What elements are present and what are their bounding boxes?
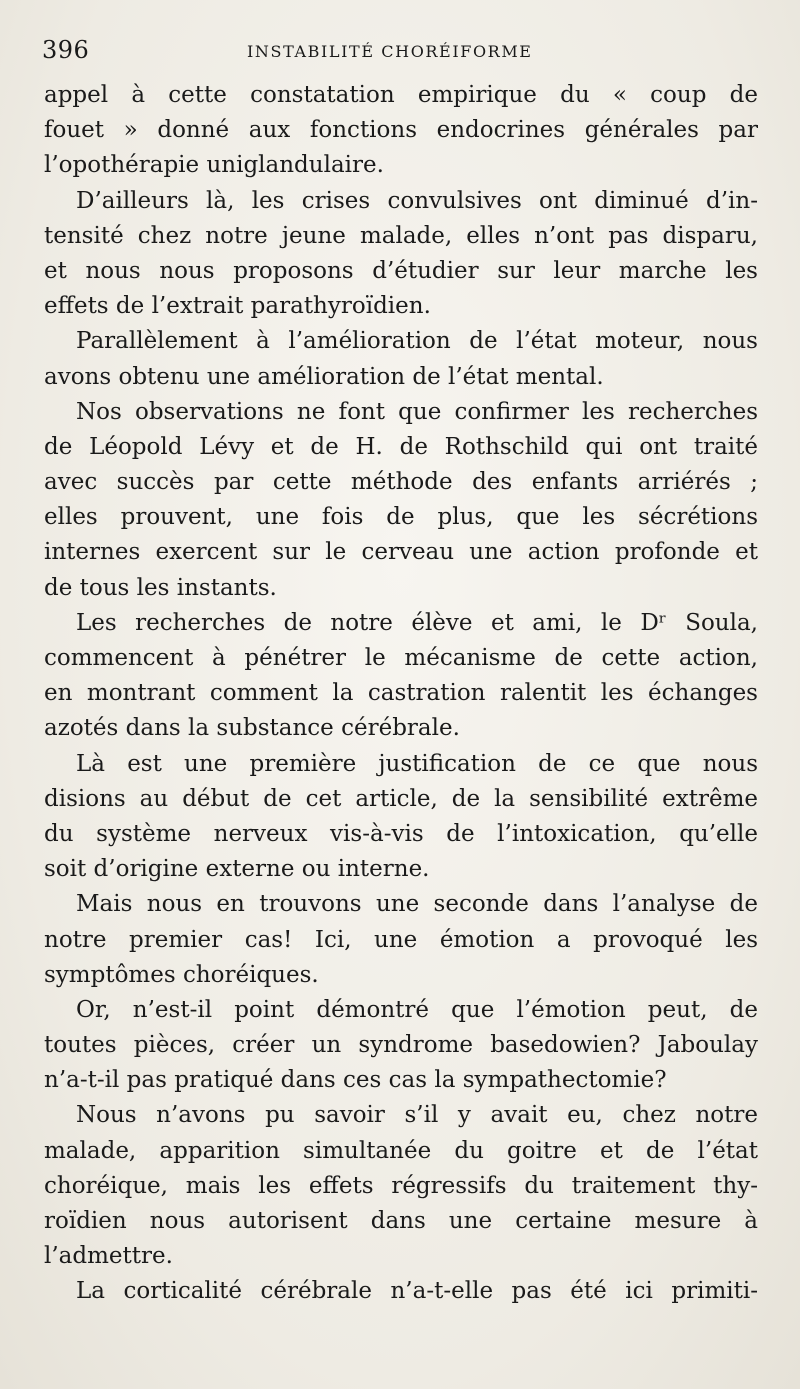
text-line: notre premier cas! Ici, une émotion a provoqué les [44, 926, 758, 953]
body-text [44, 78, 758, 1310]
text-line: effets de l’extrait parathyroïdien. [44, 293, 431, 320]
text-line: azotés dans la substance cérébrale. [44, 715, 460, 742]
text-line: Or, n’est-il point démontré que l’émotion peut, de [76, 996, 758, 1023]
text-line: l’admettre. [44, 1243, 173, 1270]
text-line: toutes pièces, créer un syndrome basedowien? Jaboulay [44, 1032, 758, 1059]
text-line: disions au début de cet article, de la sensibilité extrême [44, 785, 758, 812]
text-line: La corticalité cérébrale n’a-t-elle pas été ici primiti- [76, 1278, 758, 1305]
text-line: n’a-t-il pas pratiqué dans ces cas la sympathectomie? [44, 1067, 667, 1094]
text-line: Parallèlement à l’amélioration de l’état moteur, nous [76, 328, 758, 355]
text-line: avons obtenu une amélioration de l’état mental. [44, 363, 604, 390]
text-line: malade, apparition simultanée du goitre et de l’état [44, 1137, 758, 1164]
text-line: Là est une première justification de ce que nous [76, 750, 758, 777]
text-line: Nous n’avons pu savoir s’il y avait eu, chez notre [76, 1102, 758, 1129]
page-number: 396 [42, 36, 90, 64]
text-line: de tous les instants. [44, 574, 277, 601]
text-line: et nous nous proposons d’étudier sur leur marche les [44, 257, 758, 284]
text-line: appel à cette constatation empirique du « coup de [44, 82, 758, 108]
text-line: du système nerveux vis-à-vis de l’intoxication, qu’elle [44, 820, 758, 847]
text-line: avec succès par cette méthode des enfants arriérés ; [44, 469, 758, 496]
text-line: commencent à pénétrer le mécanisme de cette action, [44, 645, 758, 671]
text-line: soit d’origine externe ou interne. [44, 856, 430, 883]
text-line: tensité chez notre jeune malade, elles n’ont pas disparu, [44, 222, 758, 249]
text-line: en montrant comment la castration ralentit les échanges [44, 680, 758, 707]
page-header [42, 36, 758, 72]
text-line: symptômes choréiques. [44, 961, 319, 988]
text-line: Nos observations ne font que confirmer les recherches [76, 398, 758, 425]
text-line: l’opothérapie uniglandulaire. [44, 152, 384, 179]
running-title: INSTABILITÉ CHORÉIFORME [247, 42, 533, 61]
text-line: Les recherches de notre élève et ami, le Dʳ Soula, [76, 609, 758, 636]
text-line: elles prouvent, une fois de plus, que les sécrétions [44, 504, 758, 531]
text-line: Mais nous en trouvons une seconde dans l’analyse de [76, 891, 758, 918]
text-line: de Léopold Lévy et de H. de Rothschild qui ont traité [44, 433, 758, 460]
text-line: choréique, mais les effets régressifs du traitement thy- [44, 1172, 758, 1199]
text-line: roïdien nous autorisent dans une certaine mesure à [44, 1208, 758, 1234]
text-line: fouet » donné aux fonctions endocrines générales par [44, 117, 758, 144]
text-line: internes exercent sur le cerveau une action profonde et [44, 539, 758, 566]
text-line: D’ailleurs là, les crises convulsives ont diminué d’in- [76, 187, 758, 214]
